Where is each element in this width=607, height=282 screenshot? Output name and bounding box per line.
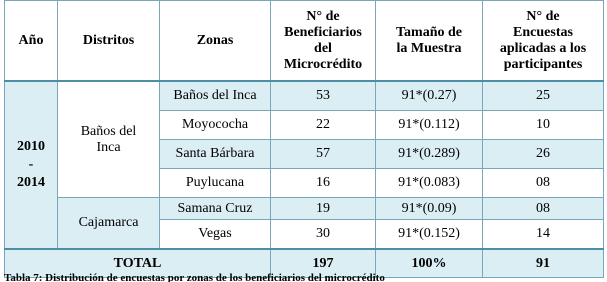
header-encuestas-line: Encuestas — [513, 24, 573, 40]
beneficiarios-cell: 57 — [271, 140, 376, 169]
district-cell-cajamarca: Cajamarca — [58, 198, 160, 250]
header-encuestas-line: aplicadas a los — [499, 40, 587, 56]
header-tamano-muestra — [376, 1, 483, 82]
encuestas-cell: 26 — [483, 140, 604, 169]
muestra-cell: 91*(0.083) — [376, 169, 483, 198]
header-encuestas — [483, 1, 604, 82]
encuestas-cell: 25 — [483, 81, 604, 111]
beneficiarios-cell: 30 — [271, 220, 376, 250]
header-beneficiarios-line: Microcrédito — [283, 56, 363, 72]
header-anio: Año — [5, 1, 58, 82]
zona-cell: Baños del Inca — [160, 81, 271, 111]
total-encuestas: 91 — [483, 249, 604, 278]
district-line: Baños del — [80, 123, 137, 139]
header-row — [5, 1, 604, 82]
header-beneficiarios-line: N° de — [306, 8, 340, 24]
zona-cell: Santa Bárbara — [160, 140, 271, 169]
header-distritos: Distritos — [58, 1, 160, 82]
header-zonas: Zonas — [160, 1, 271, 82]
muestra-cell: 91*(0.09) — [376, 198, 483, 220]
zona-cell: Vegas — [160, 220, 271, 250]
total-label: TOTAL — [5, 249, 271, 278]
zona-cell: Samana Cruz — [160, 198, 271, 220]
encuestas-cell: 10 — [483, 111, 604, 140]
total-muestra: 100% — [376, 249, 483, 278]
distribution-table-wrapper — [4, 0, 603, 278]
beneficiarios-cell: 53 — [271, 81, 376, 111]
beneficiarios-cell: 22 — [271, 111, 376, 140]
beneficiarios-cell: 16 — [271, 169, 376, 198]
district-cell-banos — [58, 81, 160, 198]
encuestas-cell: 14 — [483, 220, 604, 250]
table-row — [5, 81, 604, 111]
encuestas-cell: 08 — [483, 198, 604, 220]
table-caption: Tabla 7: Distribución de encuestas por zonas de los beneficiarios del microcrédito — [4, 272, 385, 282]
header-beneficiarios — [271, 1, 376, 82]
zona-cell: Puylucana — [160, 169, 271, 198]
district-line: Inca — [96, 139, 121, 155]
muestra-cell: 91*(0.289) — [376, 140, 483, 169]
beneficiarios-cell: 19 — [271, 198, 376, 220]
header-beneficiarios-line: Beneficiarios — [284, 24, 362, 40]
year-cell — [5, 81, 58, 249]
header-tamano-line: la Muestra — [396, 40, 462, 56]
header-encuestas-line: N° de — [526, 8, 560, 24]
year-line: 2010 — [17, 139, 45, 154]
muestra-cell: 91*(0.112) — [376, 111, 483, 140]
distribution-table — [4, 0, 604, 278]
muestra-cell: 91*(0.27) — [376, 81, 483, 111]
total-beneficiarios: 197 — [271, 249, 376, 278]
table-row — [5, 198, 604, 220]
year-line: - — [28, 157, 34, 172]
year-line: 2014 — [17, 175, 45, 190]
muestra-cell: 91*(0.152) — [376, 220, 483, 250]
header-tamano-line: Tamaño de — [395, 24, 462, 40]
encuestas-cell: 08 — [483, 169, 604, 198]
zona-cell: Moyococha — [160, 111, 271, 140]
header-encuestas-line: participantes — [503, 56, 583, 72]
header-beneficiarios-line: del — [314, 40, 332, 56]
